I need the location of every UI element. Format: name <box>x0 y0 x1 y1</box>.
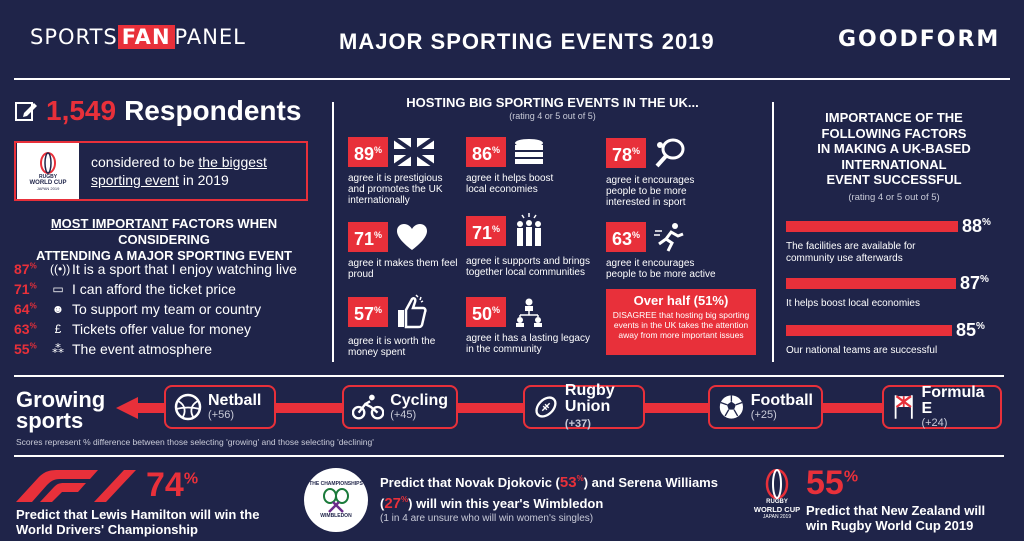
list-item: 64% ☻ To support my team or country <box>14 301 262 317</box>
sport-netball: Netball (+56) <box>164 385 276 429</box>
growing-top-divider <box>14 375 1004 377</box>
header-divider <box>14 78 1010 80</box>
network-icon <box>514 297 544 327</box>
list-item: 55% ⁂ The event atmosphere <box>14 341 213 357</box>
hosting-stat-economies: 86% agree it helps boost local economies <box>466 137 576 195</box>
rwc-emblem-icon <box>764 469 790 499</box>
growing-note: Scores represent % difference between those selecting 'growing' and those selecting 'declining' <box>16 437 374 447</box>
f1-logo <box>16 470 136 502</box>
hosting-subtitle: (rating 4 or 5 out of 5) <box>509 111 596 121</box>
factors-heading: MOST IMPORTANT FACTORS WHEN CONSIDERING ATTENDING A MAJOR SPORTING EVENT <box>36 216 292 263</box>
column-divider-right <box>772 102 774 362</box>
pound-icon: £ <box>54 322 62 336</box>
coins-icon <box>512 137 546 167</box>
sport-formula-e: Formula E (+24) <box>882 385 1002 429</box>
wimbledon-prediction: Predict that Novak Djokovic (53%) and Serena Williams (27%) will win this year's Wimbledon (1 in 4 are unsure who will win women's singles) <box>380 474 718 524</box>
respondents-label: Respondents <box>124 95 302 126</box>
column-divider-left <box>332 102 334 362</box>
rwc-badge: RUGBY WORLD CUP JAPAN 2019 <box>17 143 79 199</box>
hosting-stat-communities: 71% agree it supports and brings together local communities <box>466 212 596 278</box>
crowd-icon: ⁂ <box>52 342 64 356</box>
factors-list <box>14 259 324 359</box>
importance-bars <box>786 216 1011 358</box>
hosting-stat-legacy: 50% agree it has a lasting legacy in the community <box>466 297 591 355</box>
f1-prediction: 74% Predict that Lewis Hamilton will win the World Drivers' Championship <box>16 466 260 537</box>
runner-icon <box>654 222 686 252</box>
page-title: MAJOR SPORTING EVENTS 2019 <box>339 29 715 54</box>
hosting-stat-worth: 57% agree it is worth the money spent <box>348 294 458 358</box>
list-item: 87% ((•)) It is a sport that I enjoy watching live <box>14 261 297 277</box>
union-jack-icon <box>394 138 434 166</box>
hosting-stat-proud: 71% agree it makes them feel proud <box>348 222 458 280</box>
netball-icon <box>174 393 202 421</box>
rwc-emblem-icon <box>38 152 58 174</box>
rugby-ball-icon <box>533 393 559 421</box>
ticket-icon: ▭ <box>52 282 64 296</box>
goodform-logo: GOODFORM <box>838 27 1001 52</box>
importance-bar-row: 87% It helps boost local economies <box>786 273 989 309</box>
importance-bar <box>786 325 952 336</box>
tennis-icon <box>654 137 686 169</box>
hosting-stat-active: 63% agree it encourages people to be more active <box>606 222 726 280</box>
thumbs-up-icon <box>396 294 428 330</box>
sport-rugby-union: Rugby Union (+37) <box>523 385 645 429</box>
hosting-stat-prestigious: 89% agree it is prestigious and promotes the UK internationally <box>348 137 458 206</box>
rwc-prediction: 55% Predict that New Zealand will win Rugby World Cup 2019 <box>806 464 986 533</box>
importance-bar-row: 88% The facilities are available for community use afterwards <box>786 216 991 264</box>
rwc-logo: RUGBY WORLD CUP JAPAN 2019 <box>748 469 806 531</box>
edit-icon <box>14 99 38 123</box>
importance-title: IMPORTANCE OF THE FOLLOWING FACTORS IN MAKING A UK-BASED INTERNATIONAL EVENT SUCCESSFUL <box>817 110 971 187</box>
list-item: 63% £ Tickets offer value for money <box>14 321 251 337</box>
importance-bar <box>786 278 956 289</box>
list-item: 71% ▭ I can afford the ticket price <box>14 281 236 297</box>
over-half-box: Over half (51%) DISAGREE that hosting big sporting events in the UK takes the attention away from more important issues <box>606 289 756 355</box>
importance-bar-row: 85% Our national teams are successful <box>786 320 985 356</box>
community-icon <box>512 212 546 250</box>
respondents-count: 1,549 <box>46 95 117 126</box>
heart-icon <box>396 223 428 251</box>
broadcast-icon: ((•)) <box>50 262 71 276</box>
crossed-rackets-icon <box>321 487 351 513</box>
sport-cycling: Cycling (+45) <box>342 385 458 429</box>
football-icon <box>718 392 745 422</box>
rwc-biggest-event-box <box>14 141 308 201</box>
wimbledon-logo: THE CHAMPIONSHIPS WIMBLEDON <box>304 468 368 532</box>
importance-bar <box>786 221 958 232</box>
hosting-stat-interest: 78% agree it encourages people to be more interested in sport <box>606 137 726 208</box>
respondents-heading <box>14 95 301 127</box>
fan-mask-icon: ☻ <box>51 302 65 316</box>
sports-fan-panel-logo: SPORTS FAN PANEL <box>30 25 246 49</box>
cycling-icon <box>352 393 384 421</box>
growing-sports-title: Growing sports <box>16 387 106 433</box>
importance-subtitle: (rating 4 or 5 out of 5) <box>848 192 940 203</box>
predictions-divider <box>14 455 1004 457</box>
sport-football: Football (+25) <box>708 385 823 429</box>
rwc-box-text: considered to be the biggest sporting event in 2019 <box>91 154 267 188</box>
hosting-title: HOSTING BIG SPORTING EVENTS IN THE UK... <box>406 95 699 110</box>
race-flag-icon <box>892 392 915 422</box>
